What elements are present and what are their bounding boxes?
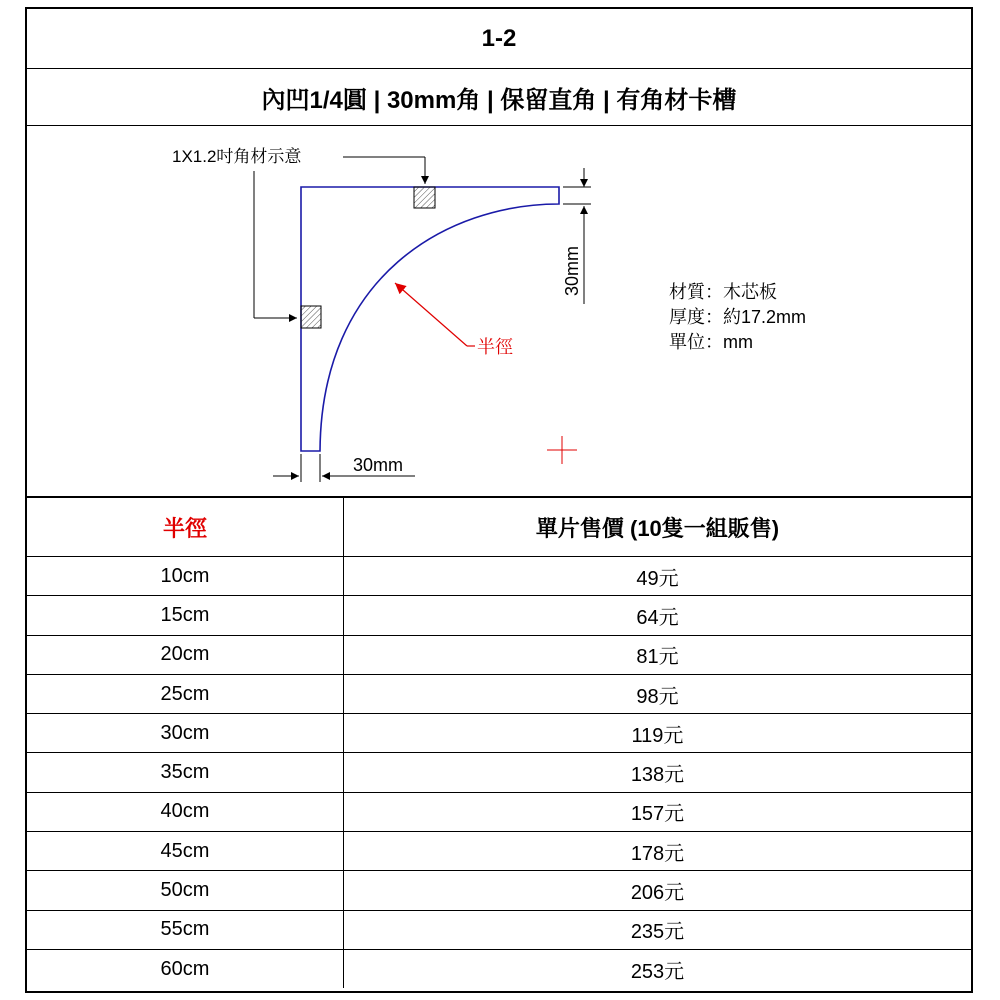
header-radius: 半徑 xyxy=(27,498,344,557)
cell-radius: 50cm xyxy=(27,871,344,910)
spec-thickness: 厚度：約17.2mm xyxy=(669,307,807,327)
table-row xyxy=(27,635,971,674)
table-row xyxy=(27,557,971,596)
cell-price: 235元 xyxy=(344,910,972,949)
cell-price: 178元 xyxy=(344,832,972,871)
cell-radius: 35cm xyxy=(27,753,344,792)
cell-radius: 60cm xyxy=(27,949,344,988)
cell-price: 157元 xyxy=(344,792,972,831)
cell-price: 206元 xyxy=(344,871,972,910)
dim-height-label: 30mm xyxy=(562,245,582,296)
profile-diagram xyxy=(27,126,971,498)
cell-radius: 40cm xyxy=(27,792,344,831)
header-price: 單片售價 (10隻一組販售) xyxy=(344,498,972,557)
spec-unit: 單位：mm xyxy=(669,332,753,352)
cell-price: 98元 xyxy=(344,674,972,713)
cell-radius: 30cm xyxy=(27,714,344,753)
cell-price: 119元 xyxy=(344,714,972,753)
batten-top-hatch xyxy=(414,187,435,208)
cell-radius: 55cm xyxy=(27,910,344,949)
product-sheet xyxy=(25,7,973,993)
table-row xyxy=(27,792,971,831)
cell-radius: 25cm xyxy=(27,674,344,713)
price-table xyxy=(27,498,971,988)
cell-radius: 20cm xyxy=(27,635,344,674)
table-row xyxy=(27,832,971,871)
profile-outline xyxy=(301,187,559,451)
product-subtitle: 內凹1/4圓 | 30mm角 | 保留直角 | 有角材卡槽 xyxy=(27,69,971,126)
table-row xyxy=(27,596,971,635)
cell-price: 64元 xyxy=(344,596,972,635)
price-table-header xyxy=(27,498,971,557)
cell-radius: 15cm xyxy=(27,596,344,635)
cell-price: 49元 xyxy=(344,557,972,596)
cell-price: 81元 xyxy=(344,635,972,674)
product-code: 1-2 xyxy=(27,9,971,69)
table-row xyxy=(27,753,971,792)
spec-material: 材質：木芯板 xyxy=(669,282,777,302)
cell-radius: 10cm xyxy=(27,557,344,596)
technical-drawing xyxy=(27,126,971,498)
cell-price: 253元 xyxy=(630,960,685,983)
table-row xyxy=(27,949,971,988)
cell-radius: 45cm xyxy=(27,832,344,871)
table-row xyxy=(27,714,971,753)
dim-width-label: 30mm xyxy=(353,455,404,475)
table-row xyxy=(27,674,971,713)
cell-price: 138元 xyxy=(344,753,972,792)
batten-callout-label: 1X1.2吋角材示意 xyxy=(172,147,302,166)
radius-label: 半徑 xyxy=(477,337,513,357)
table-row xyxy=(27,910,971,949)
table-row xyxy=(27,871,971,910)
batten-left-hatch xyxy=(301,306,321,328)
